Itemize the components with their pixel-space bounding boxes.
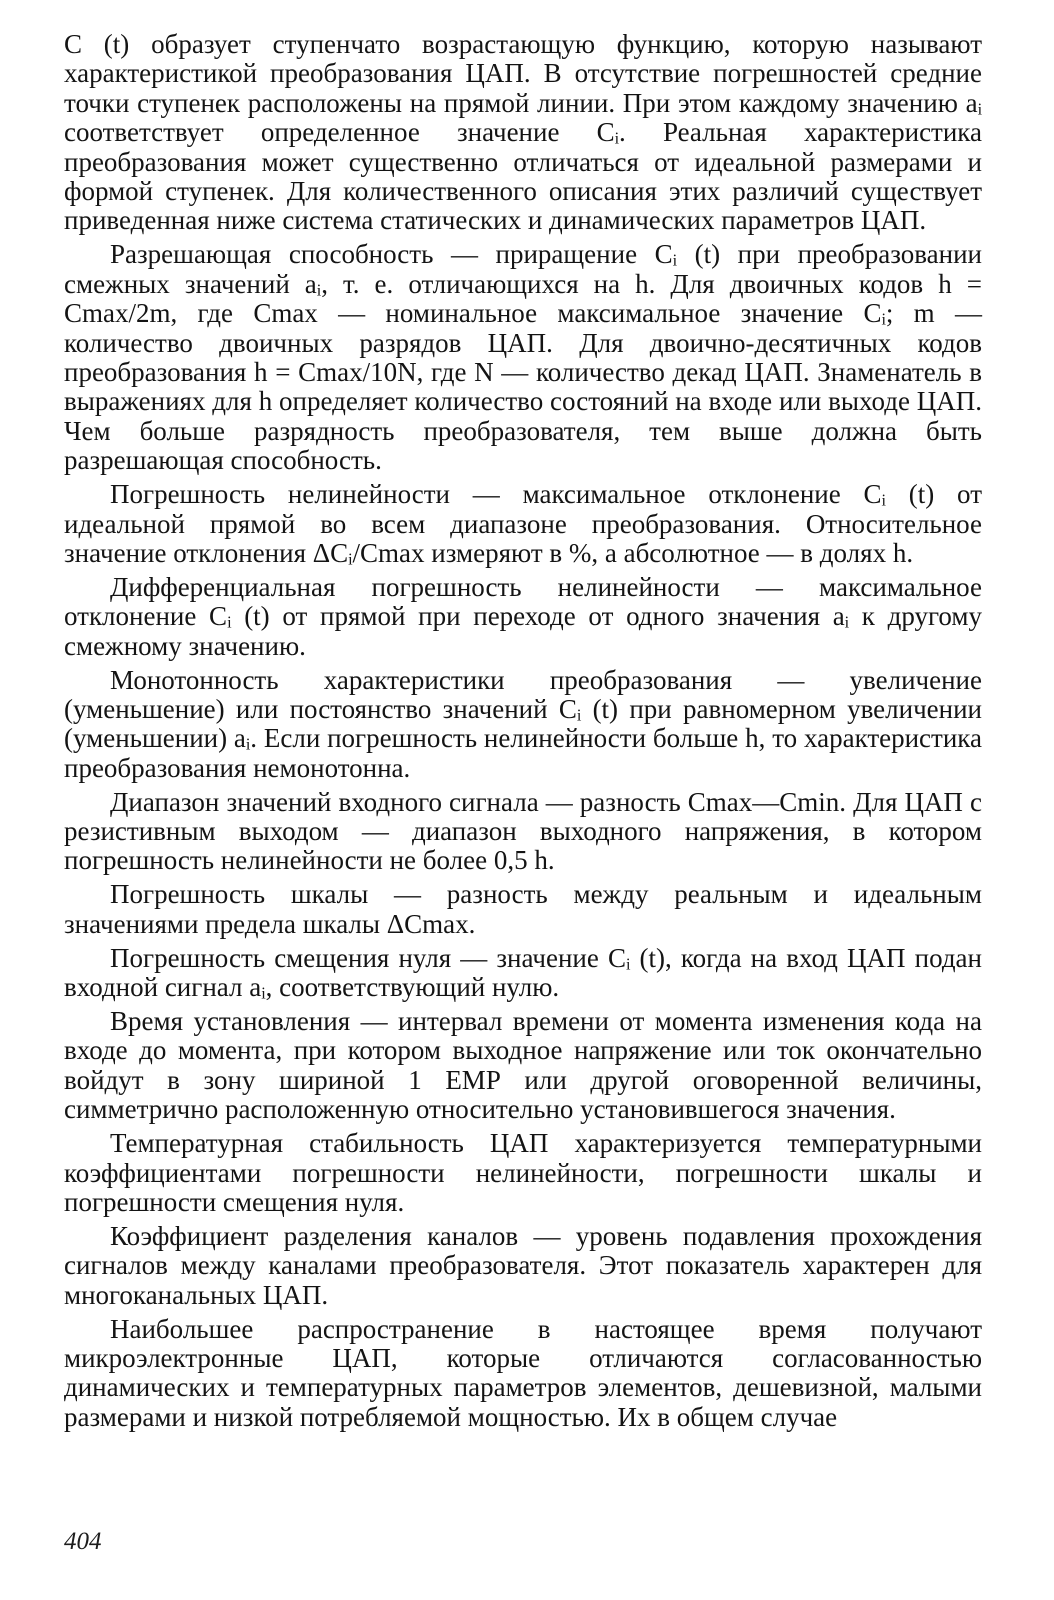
paragraph-zero-offset-error: Погрешность смещения нуля — значение Cᵢ (t), когда на вход ЦАП подан входной сигнал aᵢ, соответствующий нулю.: [64, 942, 982, 1003]
paragraph-resolution: Разрешающая способность — приращение Cᵢ (t) при преобразовании смежных значений aᵢ, т. е. отличающихся на h. Для двоичных кодов h = Cmax/2m, где Cmax — номинальное максимальное значение Cᵢ; m — количество двоичных разрядов ЦАП. Для двоично-десятичных кодов преобразования h = Cmax/10N, где N — количество декад ЦАП. Знаменатель в выражениях для h определяет количество состояний на входе или выходе ЦАП. Чем больше разрядность преобразователя, тем выше должна быть разрешающая способность.: [64, 239, 982, 476]
paragraph-input-range: Диапазон значений входного сигнала — разность Cmax—Cmin. Для ЦАП с резистивным выходом — диапазон выходного напряжения, в котором погрешность нелинейности не более 0,5 h.: [64, 786, 982, 876]
paragraph-monotonicity: Монотонность характеристики преобразования — увеличение (уменьшение) или постоянство значений Cᵢ (t) при равномерном увеличении (уменьшении) aᵢ. Если погрешность нелинейности больше h, то характеристика преобразования немонотонна.: [64, 664, 982, 783]
paragraph-channel-separation: Коэффициент разделения каналов — уровень подавления прохождения сигналов между каналами преобразователя. Этот показатель характерен для многоканальных ЦАП.: [64, 1220, 982, 1310]
paragraph-temperature-stability: Температурная стабильность ЦАП характеризуется температурными коэффициентами погрешности нелинейности, погрешности шкалы и погрешности смещения нуля.: [64, 1128, 982, 1217]
page-body: [64, 30, 982, 1432]
page-number: 404: [64, 1528, 102, 1555]
paragraph-scale-error: Погрешность шкалы — разность между реальным и идеальным значениями предела шкалы ΔCmax.: [64, 879, 982, 939]
paragraph-differential-nonlinearity: Дифференциальная погрешность нелинейности — максимальное отклонение Cᵢ (t) от прямой при переходе от одного значения aᵢ к другому смежному значению.: [64, 571, 982, 661]
paragraph-intro: C (t) образует ступенчато возрастающую функцию, которую называют характеристикой преобразования ЦАП. В отсутствие погрешностей средние точки ступенек расположены на прямой линии. При этом каждому значению aᵢ соответствует определенное значение Cᵢ. Реальная характеристика преобразования может существенно отличаться от идеальной размерами и формой ступенек. Для количественного описания этих различий существует приведенная ниже система статических и динамических параметров ЦАП.: [64, 29, 982, 236]
paragraph-microelectronic-dac: Наибольшее распространение в настоящее время получают микроэлектронные ЦАП, которые отличаются согласованностью динамических и температурных параметров элементов, дешевизной, малыми размерами и низкой потребляемой мощностью. Их в общем случае: [64, 1313, 982, 1432]
paragraph-nonlinearity-error: Погрешность нелинейности — максимальное отклонение Cᵢ (t) от идеальной прямой во всем диапазоне преобразования. Относительное значение отклонения ΔCᵢ/Cmax измеряют в %, а абсолютное — в долях h.: [64, 479, 982, 568]
paragraph-settling-time: Время установления — интервал времени от момента изменения кода на входе до момента, при котором выходное напряжение или ток окончательно войдут в зону шириной 1 ЕМР или другой оговоренной величины, симметрично расположенную относительно установившегося значения.: [64, 1006, 982, 1125]
